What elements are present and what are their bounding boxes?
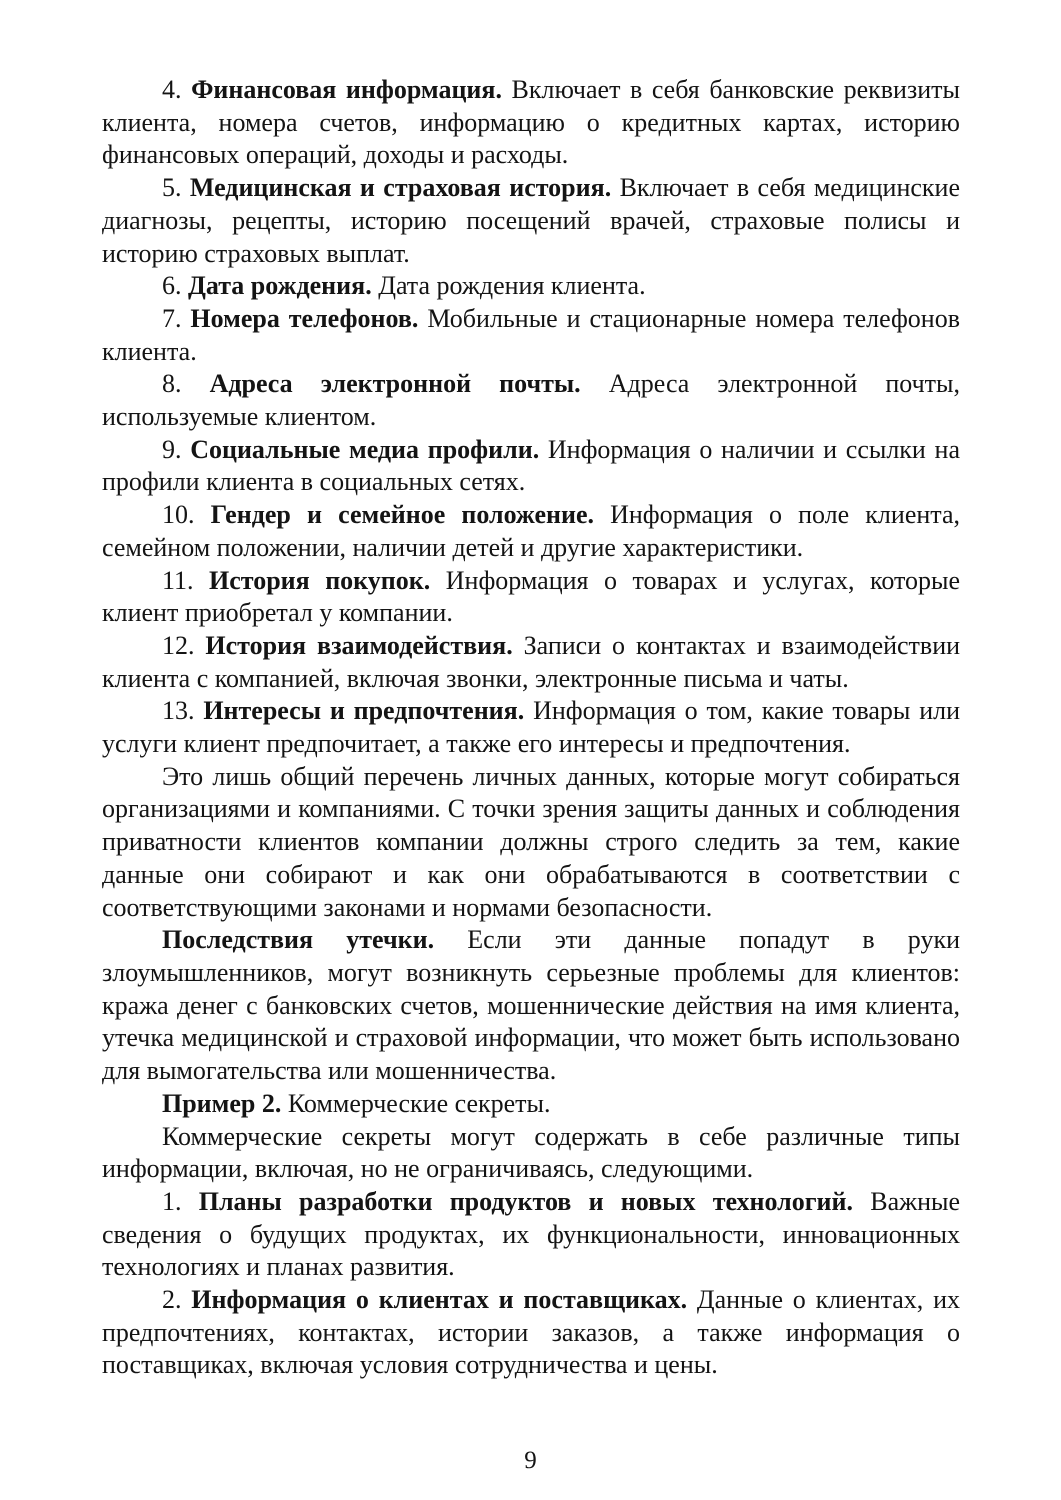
paragraph-interaction-history (102, 630, 960, 695)
item-title: Информация о клиентах и поставщиках. (191, 1285, 688, 1315)
item-text: Мобильные и стационарные номера телефонов клиента. (102, 303, 960, 366)
item-text: Информация о товарах и услугах, которые клиент приобретал у компании. (102, 565, 961, 628)
page-body (102, 74, 960, 1382)
item-number: 2. (162, 1285, 182, 1315)
item-title: Финансовая информация. (191, 75, 502, 104)
item-number: 11. (162, 565, 194, 595)
item-text: Коммерческие секреты. (287, 1088, 551, 1118)
paragraph-summary (102, 761, 960, 925)
item-text: Коммерческие секреты могут содержать в себе различные типы информации, включая, но не ограничиваясь, следующими. (102, 1121, 960, 1184)
item-title: Дата рождения. (188, 271, 372, 301)
page-number: 9 (524, 1447, 537, 1474)
item-number: 13. (162, 696, 195, 726)
item-title: Интересы и предпочтения. (203, 696, 525, 726)
paragraph-interests (102, 695, 960, 760)
item-text: Адреса электронной почты, используемые клиентом. (102, 369, 961, 432)
item-text: Информация о поле клиента, семейном положении, наличии детей и другие характеристики. (102, 500, 960, 562)
item-number: 8. (162, 369, 182, 399)
item-text: Это лишь общий перечень личных данных, которые могут собираться организациями и компаниями. С точки зрения защиты данных и соблюдения приватности клиентов компании должны строго следить за тем, какие данные они собирают и как они обрабатываются в соответствии с соответствующими законами и нормами безопасности. (102, 761, 960, 922)
item-number: 1. (162, 1186, 182, 1216)
paragraph-example-2 (102, 1088, 960, 1121)
item-title: Номера телефонов. (190, 303, 419, 333)
item-title: Последствия утечки. (162, 925, 435, 955)
paragraph-trade-secrets-intro (102, 1121, 960, 1186)
paragraph-email-addresses (102, 368, 960, 433)
paragraph-product-plans (102, 1186, 960, 1284)
item-title: Планы разработки продуктов и новых технологий. (198, 1186, 853, 1216)
item-text: Важные сведения о будущих продуктах, их функциональности, инновационных технологиях и планах развития. (102, 1186, 961, 1282)
item-text: Информация о том, какие товары или услуги клиент предпочитает, а также его интересы и предпочтения. (102, 696, 961, 759)
item-text: Включает в себя медицинские диагнозы, рецепты, историю посещений врачей, страховые полисы и историю страховых выплат. (102, 173, 961, 268)
item-number: 7. (162, 303, 182, 333)
item-title: Социальные медиа профили. (190, 434, 540, 464)
paragraph-purchase-history (102, 565, 960, 630)
item-title: История взаимодействия. (205, 630, 513, 660)
item-text: Дата рождения клиента. (378, 271, 646, 301)
paragraph-clients-suppliers (102, 1284, 960, 1382)
item-title: Гендер и семейное положение. (210, 500, 594, 530)
paragraph-financial-info (102, 74, 960, 172)
paragraph-gender-family (102, 499, 960, 564)
item-text: Данные о клиентах, их предпочтениях, контактах, истории заказов, а также информация о поставщиках, включая условия сотрудничества и цены. (102, 1285, 961, 1380)
paragraph-leak-consequences (102, 924, 960, 1088)
item-title: Адреса электронной почты. (209, 369, 581, 399)
item-text: Информация о наличии и ссылки на профили клиента в социальных сетях. (102, 434, 960, 497)
paragraph-medical-history (102, 172, 960, 270)
item-number: 5. (162, 173, 182, 203)
item-text: Если эти данные попадут в руки злоумышленников, могут возникнуть серьезные проблемы для клиентов: кража денег с банковских счетов, мошеннические действия на имя клиента, утечка медицинской и страховой информации, что может быть использовано для вымогательства или мошенничества. (102, 925, 960, 1086)
item-title: История покупок. (209, 565, 431, 595)
paragraph-birth-date (102, 270, 960, 303)
item-number: 10. (162, 500, 195, 530)
item-title: Пример 2. (162, 1088, 282, 1118)
item-text: Включает в себя банковские реквизиты клиента, номера счетов, информацию о кредитных картах, историю финансовых операций, доходы и расходы. (102, 75, 960, 170)
item-number: 9. (162, 434, 182, 464)
item-number: 6. (162, 271, 182, 301)
item-text: Записи о контактах и взаимодействии клиента с компанией, включая звонки, электронные письма и чаты. (102, 630, 961, 693)
item-title: Медицинская и страховая история. (189, 173, 612, 203)
item-number: 4. (162, 75, 182, 104)
item-number: 12. (162, 630, 195, 660)
paragraph-phone-numbers (102, 303, 960, 368)
paragraph-social-media (102, 434, 960, 499)
